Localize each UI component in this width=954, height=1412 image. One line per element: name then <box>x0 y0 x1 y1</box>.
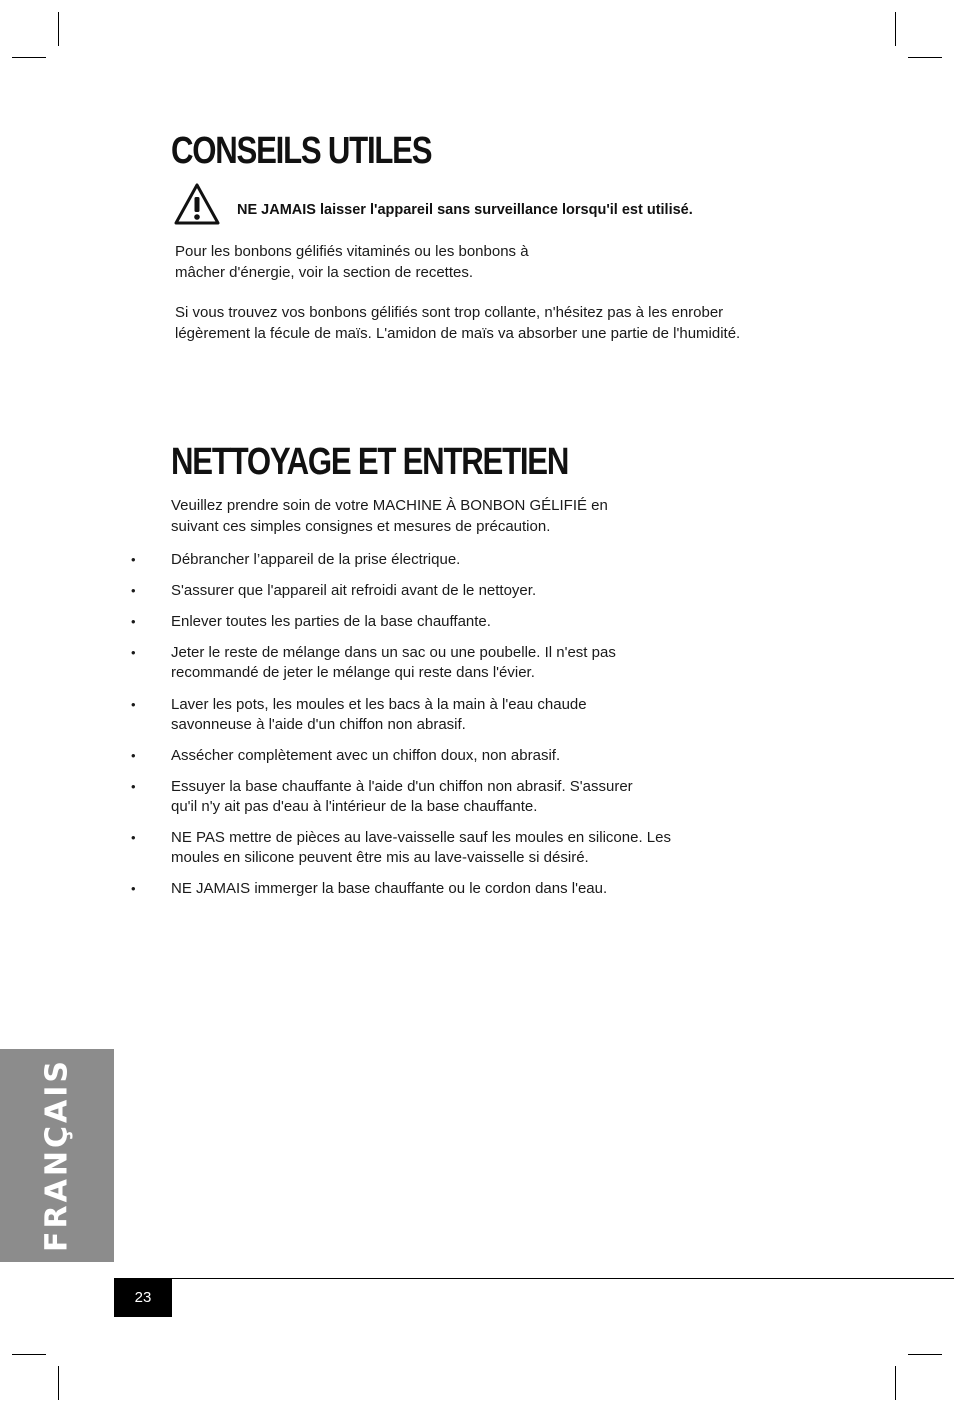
section-title-conseils: CONSEILS UTILES <box>171 130 432 172</box>
language-tab-label: FRANÇAIS <box>39 1058 75 1252</box>
bullet-icon: • <box>131 583 136 598</box>
warning-text: NE JAMAIS laisser l'appareil sans surveillance lorsqu'il est utilisé. <box>237 202 693 218</box>
paragraph-intro <box>171 495 608 537</box>
text-line: Pour les bonbons gélifiés vitaminés ou les bonbons à <box>175 243 529 260</box>
paragraph-cornstarch <box>175 302 740 344</box>
footer-divider <box>114 1278 954 1279</box>
crop-mark <box>58 12 59 46</box>
bullet-icon: • <box>131 645 136 660</box>
crop-mark <box>908 1354 942 1355</box>
crop-mark <box>12 1354 46 1355</box>
list-item-text: Essuyer la base chauffante à l'aide d'un chiffon non abrasif. S'assurer <box>171 778 633 795</box>
text-line: mâcher d'énergie, voir la section de recettes. <box>175 264 474 281</box>
list-item-text: Jeter le reste de mélange dans un sac ou une poubelle. Il n'est pas <box>171 644 616 661</box>
bullet-icon: • <box>131 697 136 712</box>
language-tab <box>0 1049 114 1262</box>
paragraph-recipes <box>175 241 529 283</box>
list-item-text: moules en silicone peuvent être mis au lave-vaisselle si désiré. <box>171 849 589 866</box>
list-item-text: NE PAS mettre de pièces au lave-vaisselle sauf les moules en silicone. Les <box>171 829 671 846</box>
bullet-icon: • <box>131 830 136 845</box>
crop-mark <box>58 1366 59 1400</box>
bullet-icon: • <box>131 552 136 567</box>
crop-mark <box>895 1366 896 1400</box>
list-item-text: savonneuse à l'aide d'un chiffon non abrasif. <box>171 716 466 733</box>
list-item-text: Laver les pots, les moules et les bacs à la main à l'eau chaude <box>171 696 587 713</box>
bullet-icon: • <box>131 881 136 896</box>
crop-mark <box>895 12 896 46</box>
bullet-icon: • <box>131 779 136 794</box>
list-item-text: NE JAMAIS immerger la base chauffante ou le cordon dans l'eau. <box>171 880 608 897</box>
crop-mark <box>12 57 46 58</box>
page-number: 23 <box>114 1278 172 1317</box>
text-line: légèrement la fécule de maïs. L'amidon de maïs va absorber une partie de l'humidité. <box>175 325 741 342</box>
list-item-text: S'assurer que l'appareil ait refroidi avant de le nettoyer. <box>171 582 537 599</box>
list-item-text: Débrancher l’appareil de la prise électrique. <box>171 551 461 568</box>
section-title-nettoyage: NETTOYAGE ET ENTRETIEN <box>171 441 569 483</box>
list-item-text: Enlever toutes les parties de la base chauffante. <box>171 613 491 630</box>
text-line: suivant ces simples consignes et mesures de précaution. <box>171 518 551 535</box>
crop-mark <box>908 57 942 58</box>
bullet-icon: • <box>131 748 136 763</box>
bullet-icon: • <box>131 614 136 629</box>
warning-triangle-icon <box>174 182 220 226</box>
text-line: Si vous trouvez vos bonbons gélifiés sont trop collante, n'hésitez pas à les enrober <box>175 304 724 321</box>
list-item-text: qu'il n'y ait pas d'eau à l'intérieur de la base chauffante. <box>171 798 538 815</box>
list-item-text: recommandé de jeter le mélange qui reste dans l'évier. <box>171 664 535 681</box>
list-item-text: Assécher complètement avec un chiffon doux, non abrasif. <box>171 747 561 764</box>
text-line: Veuillez prendre soin de votre MACHINE À BONBON GÉLIFIÉ en <box>171 497 608 514</box>
